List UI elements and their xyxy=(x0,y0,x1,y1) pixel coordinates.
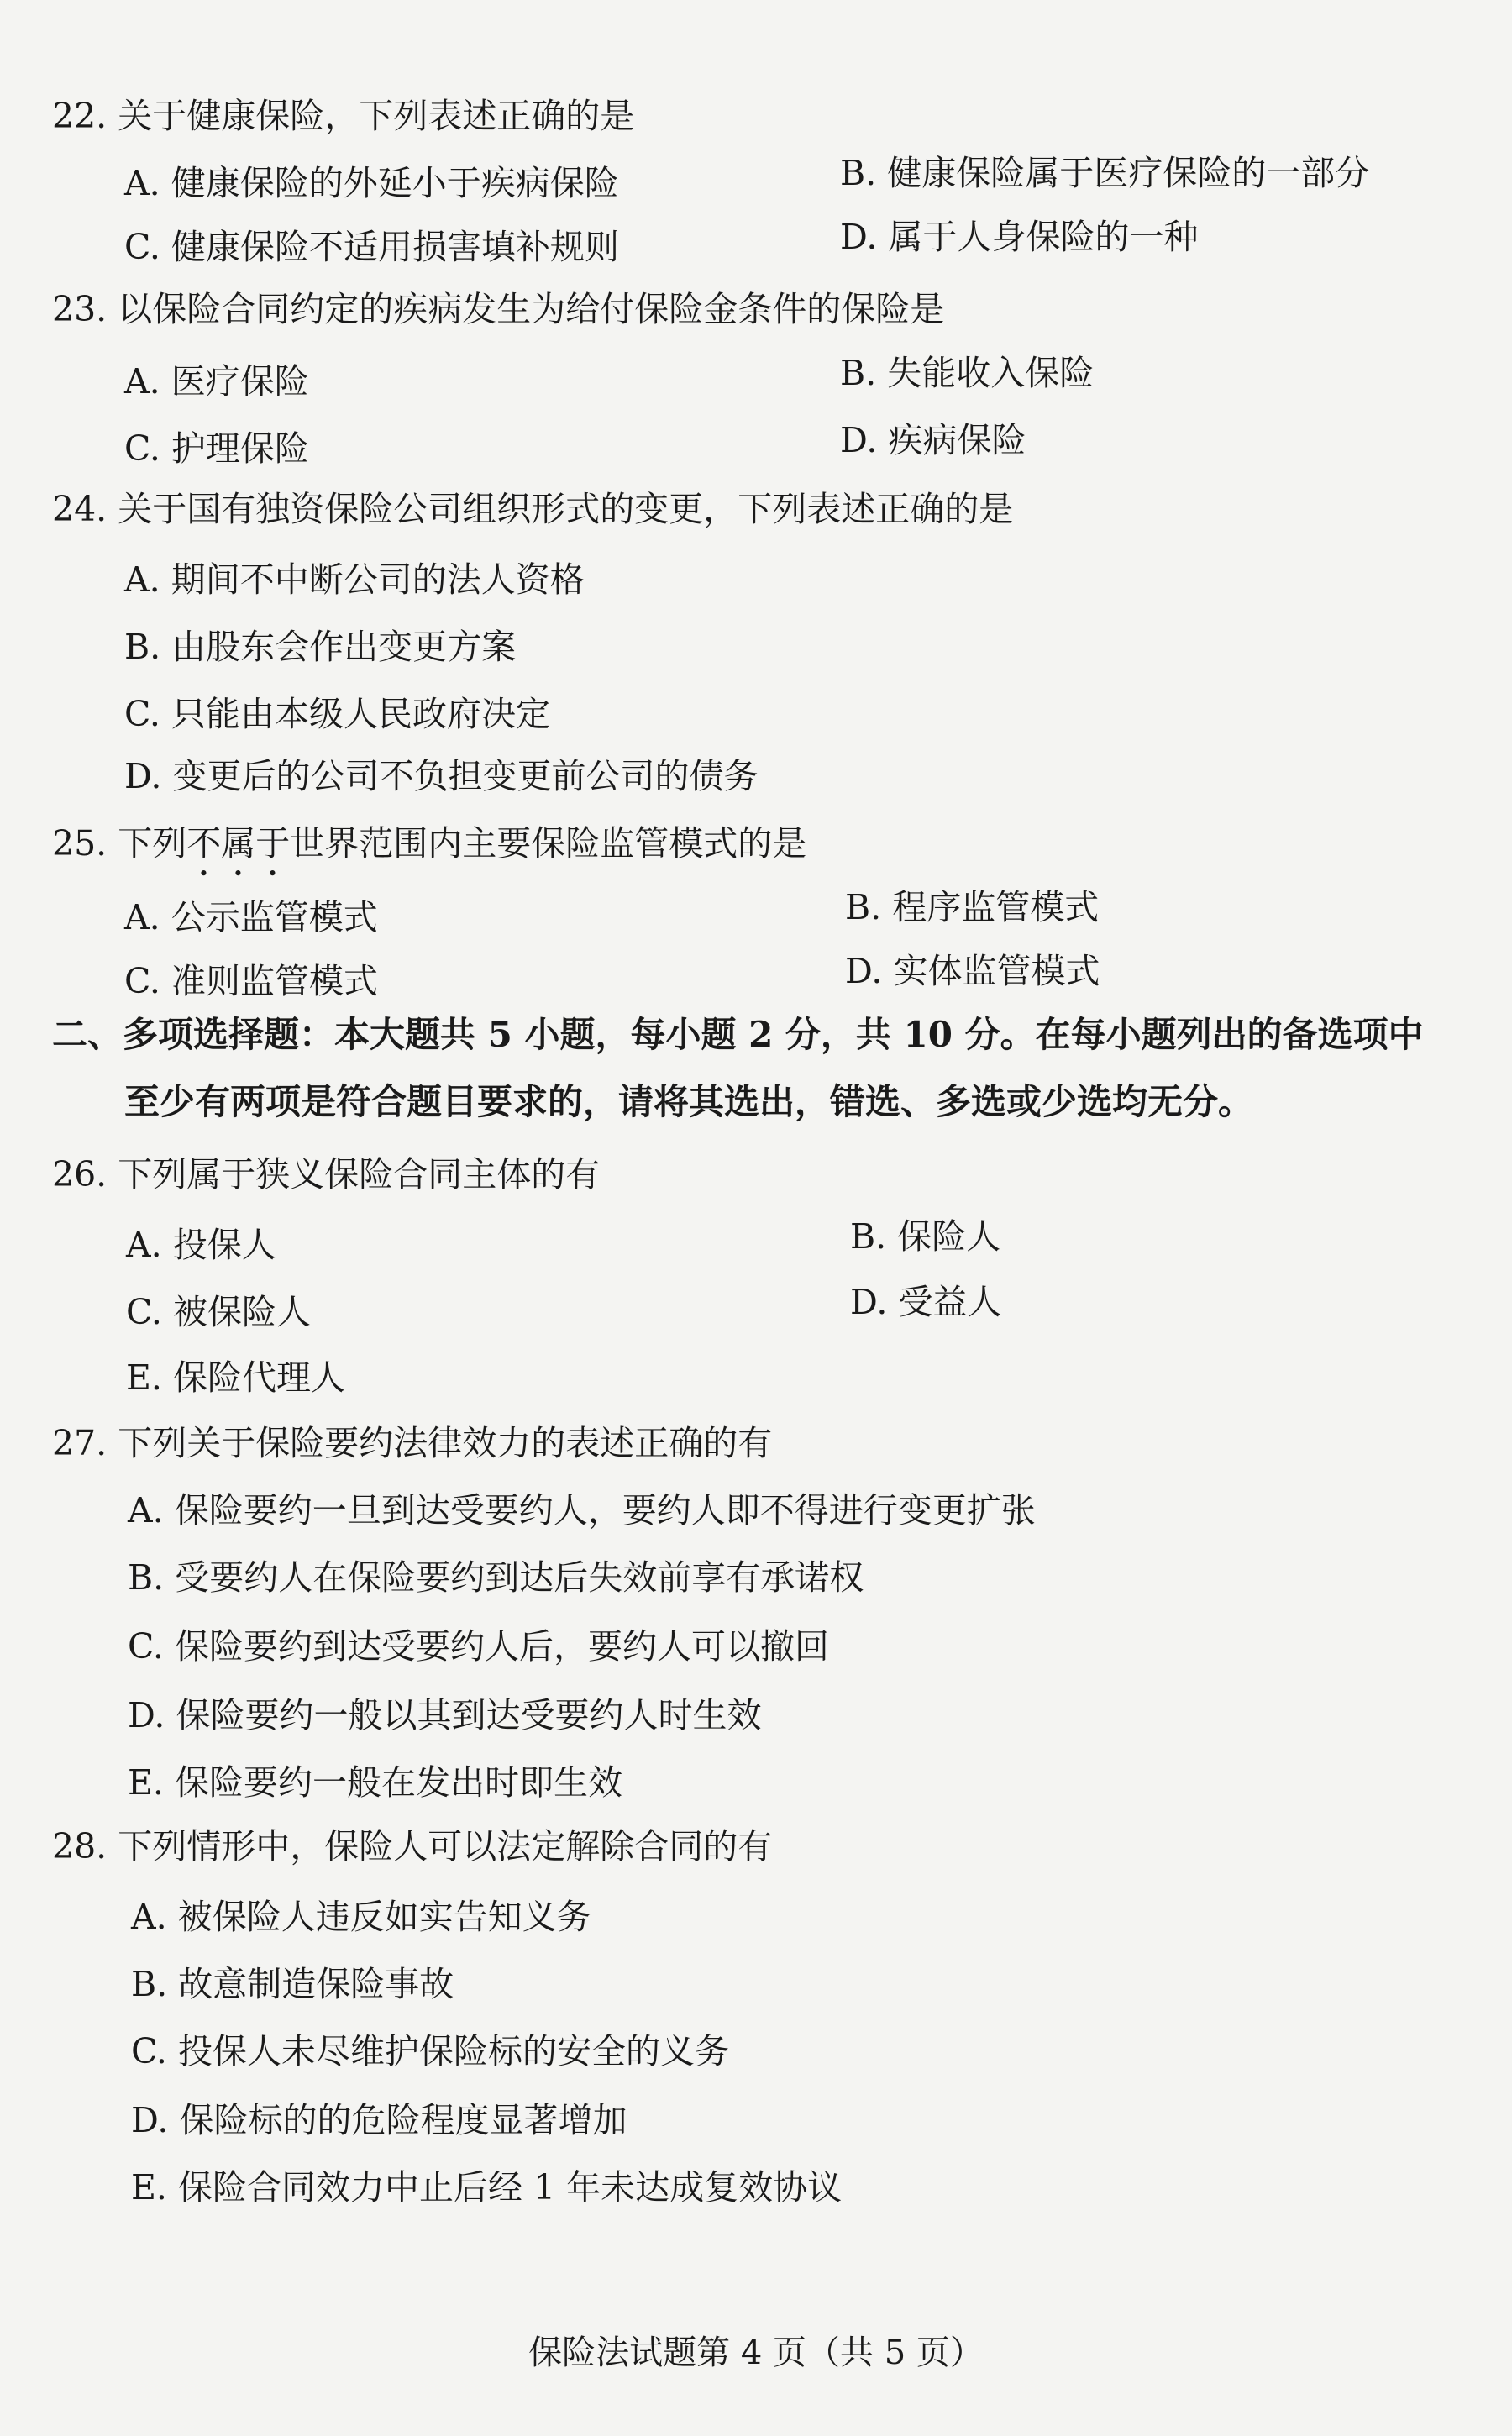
question-text: 下列关于保险要约法律效力的表述正确的有 xyxy=(118,1423,773,1463)
option-text: 保险合同效力中止后经 1 年未达成复效协议 xyxy=(178,2167,843,2208)
option-28-a xyxy=(131,1895,591,1939)
option-text: 保险要约一般在发出时即生效 xyxy=(175,1762,623,1803)
option-25-b xyxy=(845,885,1099,929)
emphasized-text: 不属于 xyxy=(186,823,291,864)
option-text: 保险要约一般以其到达受要约人时生效 xyxy=(176,1695,762,1735)
question-24-stem xyxy=(52,487,1013,531)
option-26-e xyxy=(126,1356,345,1399)
option-text: 期间不中断公司的法人资格 xyxy=(171,559,585,600)
option-letter: A. xyxy=(124,163,160,203)
question-28-stem xyxy=(52,1824,772,1868)
question-text: 关于国有独资保险公司组织形式的变更，下列表述正确的是 xyxy=(118,489,1014,529)
option-text: 被保险人违反如实告知义务 xyxy=(177,1897,591,1937)
option-letter: B. xyxy=(840,153,877,193)
option-24-a xyxy=(124,558,585,601)
option-text: 属于人身保险的一种 xyxy=(888,217,1199,257)
question-number: 22. xyxy=(52,96,108,136)
question-number: 24. xyxy=(52,489,108,529)
option-text: 保险标的的危险程度显著增加 xyxy=(179,2100,627,2140)
question-25-stem xyxy=(52,822,806,884)
option-text: 公示监管模式 xyxy=(171,897,378,937)
question-number: 28. xyxy=(52,1826,108,1866)
option-letter: D. xyxy=(131,2100,169,2140)
option-letter: A. xyxy=(131,1897,167,1937)
option-text: 只能由本级人民政府决定 xyxy=(171,694,550,734)
option-23-a xyxy=(124,360,309,403)
question-22-stem xyxy=(52,94,634,138)
option-letter: C. xyxy=(126,1292,162,1332)
option-text: 变更后的公司不负担变更前公司的债务 xyxy=(172,756,759,796)
option-23-b xyxy=(840,351,1094,395)
option-letter: B. xyxy=(850,1216,887,1257)
option-text: 由股东会作出变更方案 xyxy=(171,627,517,667)
option-22-a xyxy=(124,161,619,205)
option-letter: C. xyxy=(128,1626,164,1667)
option-text: 医疗保险 xyxy=(171,361,309,402)
option-text: 健康保险不适用损害填补规则 xyxy=(171,227,619,267)
option-text: 护理保险 xyxy=(171,428,309,469)
option-text: 受要约人在保险要约到达后失效前享有承诺权 xyxy=(175,1557,864,1598)
option-text: 投保人未尽维护保险标的安全的义务 xyxy=(178,2031,729,2071)
option-27-a xyxy=(128,1488,1036,1532)
option-letter: B. xyxy=(840,353,877,393)
option-28-e xyxy=(131,2166,842,2209)
option-22-c xyxy=(124,225,619,269)
question-text: 下列情形中，保险人可以法定解除合同的有 xyxy=(118,1826,773,1866)
question-26-stem xyxy=(52,1152,600,1196)
question-text: 关于健康保险，下列表述正确的是 xyxy=(118,96,635,136)
option-text: 故意制造保险事故 xyxy=(178,1964,454,2004)
option-letter: E. xyxy=(128,1762,164,1803)
option-text: 受益人 xyxy=(898,1282,1002,1322)
option-letter: D. xyxy=(124,756,162,796)
option-letter: D. xyxy=(845,951,883,991)
option-25-d xyxy=(845,949,1100,993)
option-24-d xyxy=(124,754,759,798)
question-23-stem xyxy=(52,287,944,331)
option-28-b xyxy=(131,1962,454,2006)
option-26-a xyxy=(126,1223,276,1267)
option-text: 保险代理人 xyxy=(173,1357,346,1398)
question-text-after: 世界范围内主要保险监管模式的是 xyxy=(290,823,807,864)
option-letter: C. xyxy=(124,961,160,1001)
option-letter: C. xyxy=(124,694,160,734)
option-letter: B. xyxy=(845,887,882,927)
option-letter: C. xyxy=(131,2031,167,2071)
option-25-a xyxy=(124,895,378,939)
question-text: 下列属于狭义保险合同主体的有 xyxy=(118,1154,601,1194)
option-27-d xyxy=(128,1693,762,1737)
question-number: 26. xyxy=(52,1154,108,1194)
option-letter: B. xyxy=(124,627,161,667)
option-text: 失能收入保险 xyxy=(887,353,1095,393)
option-text: 程序监管模式 xyxy=(892,887,1100,927)
section-2-instructions-line-1: 二、多项选择题：本大题共 5 小题，每小题 2 分，共 10 分。在每小题列出的备选项中 xyxy=(52,1014,1424,1055)
option-22-b xyxy=(840,151,1369,195)
option-23-d xyxy=(840,418,1026,462)
option-26-c xyxy=(126,1290,311,1334)
option-text: 被保险人 xyxy=(173,1292,311,1332)
question-number: 23. xyxy=(52,289,108,329)
option-27-c xyxy=(128,1625,829,1668)
option-27-b xyxy=(128,1556,864,1599)
option-text: 疾病保险 xyxy=(888,420,1026,460)
option-text: 健康保险属于医疗保险的一部分 xyxy=(887,153,1370,193)
option-26-b xyxy=(850,1215,1000,1258)
option-letter: D. xyxy=(128,1695,165,1735)
option-letter: B. xyxy=(128,1557,165,1598)
option-letter: A. xyxy=(126,1225,162,1265)
question-27-stem xyxy=(52,1421,772,1465)
option-text: 准则监管模式 xyxy=(171,961,378,1001)
option-letter: A. xyxy=(124,559,160,600)
option-letter: E. xyxy=(126,1357,162,1398)
option-letter: D. xyxy=(840,420,878,460)
question-text: 以保险合同约定的疾病发生为给付保险金条件的保险是 xyxy=(118,289,945,329)
option-text: 保险要约到达受要约人后，要约人可以撤回 xyxy=(175,1626,829,1667)
option-letter: A. xyxy=(124,897,160,937)
section-2-instructions-line-2: 至少有两项是符合题目要求的，请将其选出，错选、多选或少选均无分。 xyxy=(124,1081,1254,1122)
option-27-e xyxy=(128,1761,622,1804)
option-24-b xyxy=(124,625,516,669)
option-text: 保险人 xyxy=(897,1216,1001,1257)
option-22-d xyxy=(840,215,1199,259)
option-letter: C. xyxy=(124,428,160,469)
option-letter: D. xyxy=(840,217,878,257)
option-28-c xyxy=(131,2029,729,2073)
option-text: 保险要约一旦到达受要约人，要约人即不得进行变更扩张 xyxy=(174,1490,1036,1530)
page-footer: 保险法试题第 4 页（共 5 页） xyxy=(528,2334,984,2372)
question-number: 27. xyxy=(52,1423,108,1463)
option-letter: E. xyxy=(131,2167,167,2208)
option-letter: D. xyxy=(850,1282,888,1322)
question-number: 25. xyxy=(52,823,108,864)
option-letter: C. xyxy=(124,227,160,267)
option-text: 投保人 xyxy=(172,1225,276,1265)
option-text: 实体监管模式 xyxy=(893,951,1100,991)
option-23-c xyxy=(124,427,309,470)
option-letter: A. xyxy=(128,1490,164,1530)
option-25-c xyxy=(124,959,378,1003)
option-text: 健康保险的外延小于疾病保险 xyxy=(171,163,619,203)
option-letter: B. xyxy=(131,1964,168,2004)
option-26-d xyxy=(850,1280,1002,1324)
option-letter: A. xyxy=(124,361,160,402)
option-28-d xyxy=(131,2098,627,2142)
option-24-c xyxy=(124,692,550,736)
question-text-before: 下列 xyxy=(118,823,187,864)
